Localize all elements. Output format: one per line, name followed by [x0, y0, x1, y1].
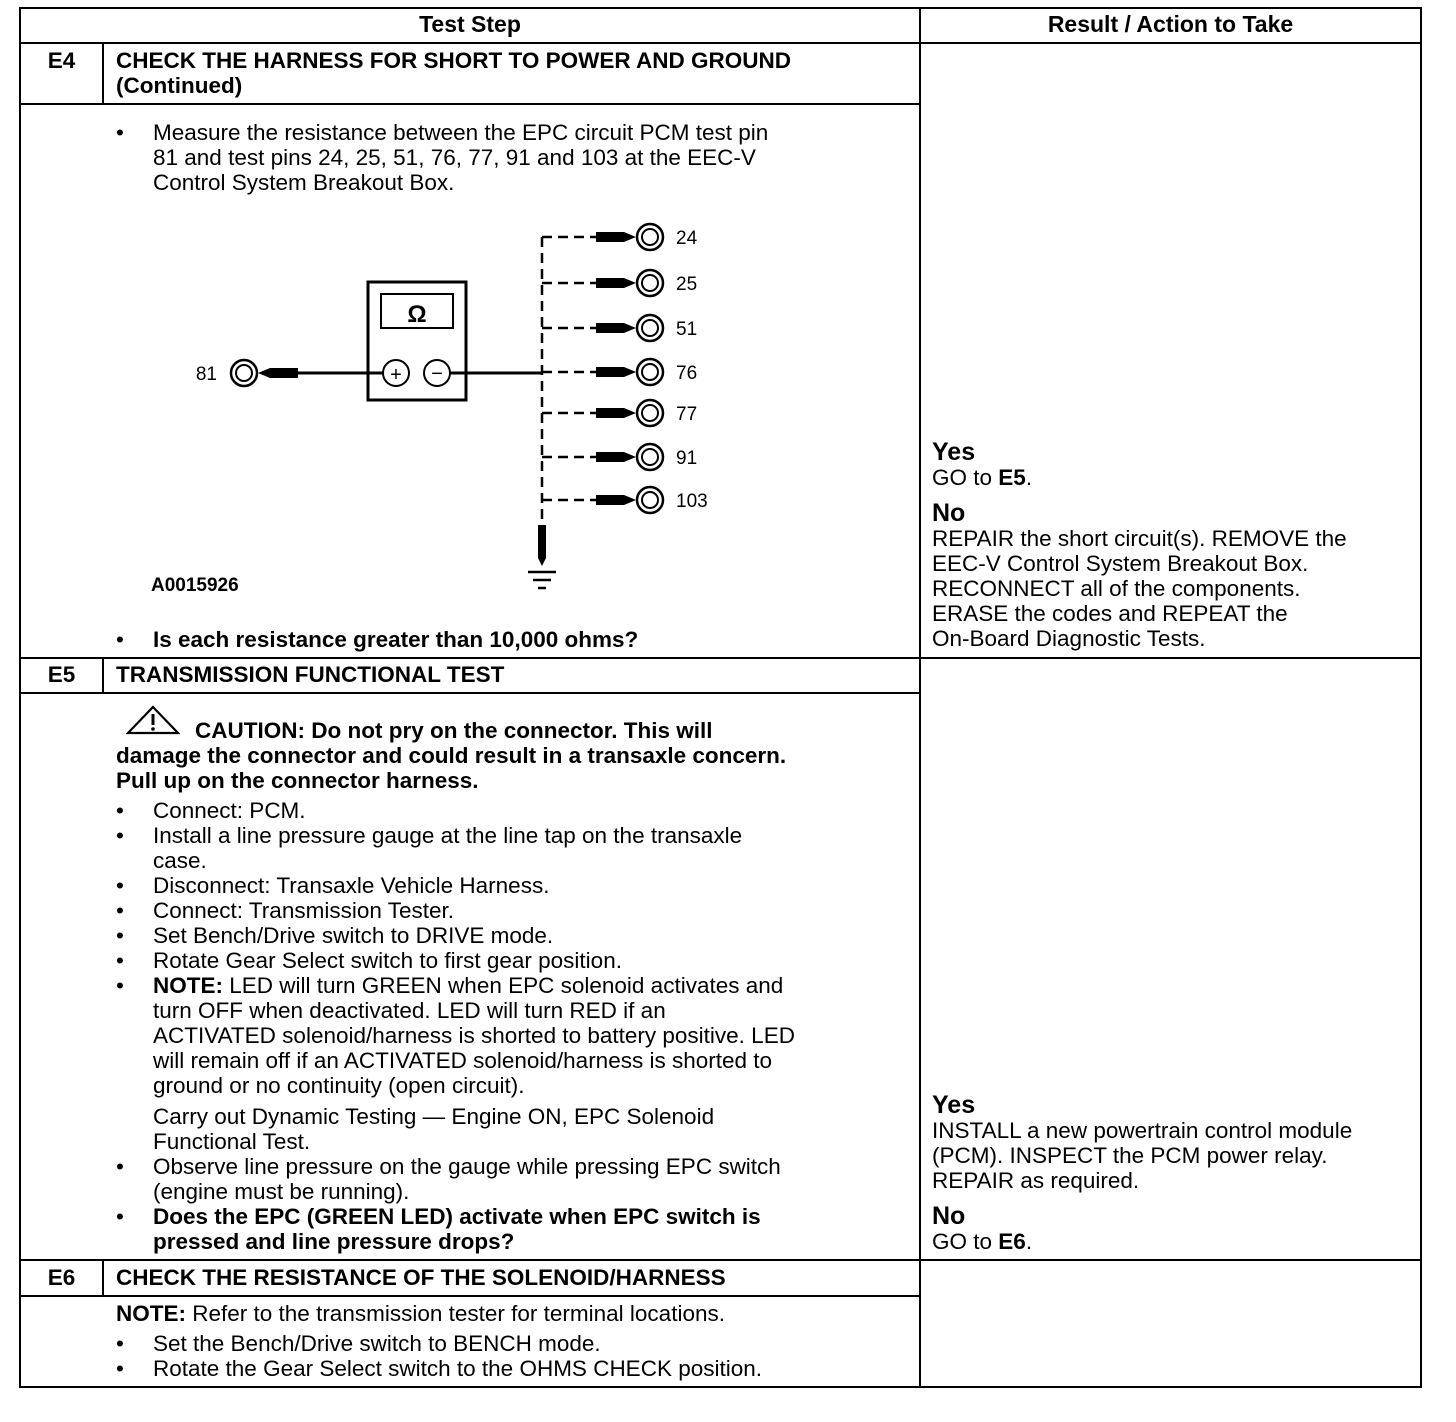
pin-103 — [542, 487, 708, 513]
ground-probe — [538, 525, 546, 566]
step-title-e5: TRANSMISSION FUNCTIONAL TEST — [116, 662, 505, 687]
e5-bullet: Install a line pressure gauge at the line tap on the transaxle — [153, 823, 743, 848]
bullet-marker: • — [116, 823, 124, 848]
e6-bullet: Set the Bench/Drive switch to BENCH mode. — [153, 1331, 601, 1356]
minus-symbol: − — [431, 363, 443, 385]
e6-bullet: Rotate the Gear Select switch to the OHMS CHECK position. — [153, 1356, 763, 1381]
e4-yes-prefix: GO to — [932, 465, 999, 490]
e4-no-label: No — [932, 499, 966, 527]
pin-jack-inner — [642, 229, 658, 245]
e4-yes-suffix: . — [1025, 465, 1033, 490]
step-id-e5: E5 — [47, 662, 76, 687]
warning-triangle-icon — [126, 705, 180, 735]
pin-label: 103 — [676, 491, 708, 512]
table-border-right — [1420, 7, 1422, 1388]
pin-jack-outer — [637, 444, 663, 470]
step-title-e6: CHECK THE RESISTANCE OF THE SOLENOID/HARNESS — [116, 1265, 726, 1290]
pin-label-81: 81 — [195, 364, 217, 385]
e4-no-line: On-Board Diagnostic Tests. — [932, 626, 1206, 651]
id-divider-e6 — [102, 1259, 104, 1295]
pin-label: 51 — [676, 319, 698, 340]
header-result-action: Result / Action to Take — [1047, 11, 1294, 37]
bullet-marker: • — [116, 948, 124, 973]
bullet-marker: • — [116, 627, 124, 652]
e6-note-line — [116, 1301, 725, 1326]
e5-yes-line: (PCM). INSPECT the PCM power relay. — [932, 1143, 1328, 1168]
pin-76 — [542, 359, 697, 385]
pin-jack-outer — [637, 359, 663, 385]
e5-note-label: NOTE: — [153, 973, 223, 998]
e5-no-target: E6 — [998, 1229, 1026, 1254]
e5-no-action — [932, 1229, 1032, 1254]
e4-no-line: RECONNECT all of the components. — [932, 576, 1301, 601]
title-underline-e5 — [19, 692, 921, 694]
e5-yes-label: Yes — [932, 1091, 976, 1119]
e5-question-line: pressed and line pressure drops? — [153, 1229, 515, 1254]
step-id-e6: E6 — [47, 1265, 76, 1290]
bullet-marker: • — [116, 120, 124, 145]
pin-25 — [542, 270, 697, 296]
e5-note-text: LED will turn GREEN when EPC solenoid activates and — [223, 973, 784, 998]
id-divider-e5 — [102, 657, 104, 693]
pin-probe — [596, 452, 636, 462]
e4-question: Is each resistance greater than 10,000 ohms? — [153, 627, 639, 652]
e5-bullet-cont: case. — [153, 848, 207, 873]
pin-jack-inner — [642, 364, 658, 380]
ohmmeter-diagram — [0, 0, 920, 657]
pin-label: 24 — [676, 228, 698, 249]
target-pins — [542, 224, 708, 513]
e5-note-line: ground or no continuity (open circuit). — [153, 1073, 525, 1098]
pin-jack-inner — [642, 492, 658, 508]
e5-no-prefix: GO to — [932, 1229, 999, 1254]
pin-81-inner — [236, 365, 252, 381]
pin-81-outer — [231, 360, 257, 386]
bullet-marker: • — [116, 973, 124, 998]
e5-bullet: Connect: PCM. — [153, 798, 306, 823]
pin-jack-inner — [642, 449, 658, 465]
bullet-marker: • — [116, 1331, 124, 1356]
pin-label: 77 — [676, 404, 698, 425]
e4-yes-target: E5 — [998, 465, 1026, 490]
bullet-marker: • — [116, 898, 124, 923]
pin-jack-outer — [637, 487, 663, 513]
row-divider-e6 — [19, 1259, 1422, 1261]
ohm-symbol: Ω — [407, 301, 427, 328]
e4-instruction-line: Measure the resistance between the EPC circuit PCM test pin — [153, 120, 769, 145]
e5-observe-line: (engine must be running). — [153, 1179, 410, 1204]
e4-instruction-line: Control System Breakout Box. — [153, 170, 455, 195]
e5-yes-line: INSTALL a new powertrain control module — [932, 1118, 1353, 1143]
pin-jack-outer — [637, 270, 663, 296]
probe-81 — [258, 368, 298, 378]
figure-id: A0015926 — [151, 575, 239, 596]
bullet-marker: • — [116, 1154, 124, 1179]
step-title-e4-cont: (Continued) — [116, 73, 243, 98]
pin-51 — [542, 315, 697, 341]
e5-bullet: Connect: Transmission Tester. — [153, 898, 454, 923]
pin-24 — [542, 224, 698, 250]
pin-label: 25 — [676, 274, 698, 295]
table-border-bottom — [19, 1386, 1422, 1388]
bullet-marker: • — [116, 798, 124, 823]
pin-jack-outer — [637, 400, 663, 426]
pin-label: 76 — [676, 363, 698, 384]
pin-probe — [596, 367, 636, 377]
e5-note-line: will remain off if an ACTIVATED solenoid/harness is shorted to — [153, 1048, 773, 1073]
e5-dynamic-line: Carry out Dynamic Testing — Engine ON, EPC Solenoid — [153, 1104, 715, 1129]
pin-jack-inner — [642, 405, 658, 421]
bullet-marker: • — [116, 1356, 124, 1381]
e4-no-line: ERASE the codes and REPEAT the — [932, 601, 1288, 626]
pin-91 — [542, 444, 697, 470]
e5-note-line: turn OFF when deactivated. LED will turn RED if an — [153, 998, 666, 1023]
pin-probe — [596, 495, 636, 505]
e4-no-line: REPAIR the short circuit(s). REMOVE the — [932, 526, 1347, 551]
e5-note-line: ACTIVATED solenoid/harness is shorted to battery positive. LED — [153, 1023, 795, 1048]
e5-yes-line: REPAIR as required. — [932, 1168, 1140, 1193]
e5-no-label: No — [932, 1202, 966, 1230]
plus-symbol: + — [390, 364, 402, 386]
pin-77 — [542, 400, 697, 426]
pin-probe — [596, 232, 636, 242]
e5-caution-line: damage the connector and could result in a transaxle concern. — [116, 743, 787, 768]
e4-yes-action — [932, 465, 1032, 490]
e5-bullet: Rotate Gear Select switch to first gear position. — [153, 948, 622, 973]
e5-observe-line: Observe line pressure on the gauge while pressing EPC switch — [153, 1154, 781, 1179]
e5-bullet: Set Bench/Drive switch to DRIVE mode. — [153, 923, 554, 948]
pin-jack-inner — [642, 320, 658, 336]
e5-dynamic-line: Functional Test. — [153, 1129, 311, 1154]
title-underline-e6 — [19, 1295, 921, 1297]
pin-jack-outer — [637, 224, 663, 250]
pin-probe — [596, 278, 636, 288]
pin-probe — [596, 323, 636, 333]
e4-yes-label: Yes — [932, 438, 976, 466]
pin-probe — [596, 408, 636, 418]
e4-no-line: EEC-V Control System Breakout Box. — [932, 551, 1309, 576]
step-id-e4: E4 — [47, 48, 76, 73]
bullet-marker: • — [116, 923, 124, 948]
pin-label: 91 — [676, 448, 698, 469]
pin-jack-inner — [642, 275, 658, 291]
header-test-step: Test Step — [419, 11, 521, 37]
e4-instruction-line: 81 and test pins 24, 25, 51, 76, 77, 91 and 103 at the EEC-V — [153, 145, 756, 170]
e6-note-text: Refer to the transmission tester for terminal locations. — [186, 1301, 725, 1326]
e5-question-line: Does the EPC (GREEN LED) activate when EPC switch is — [153, 1204, 761, 1229]
e5-no-suffix: . — [1025, 1229, 1033, 1254]
ohmmeter-body — [368, 282, 466, 400]
e5-bullet: Disconnect: Transaxle Vehicle Harness. — [153, 873, 550, 898]
step-title-e4: CHECK THE HARNESS FOR SHORT TO POWER AND GROUND — [116, 48, 792, 73]
e6-note-label: NOTE: — [116, 1301, 186, 1326]
bullet-marker: • — [116, 1204, 124, 1229]
e5-caution-line: Pull up on the connector harness. — [116, 768, 479, 793]
pin-jack-outer — [637, 315, 663, 341]
e5-note-line — [153, 973, 783, 998]
bullet-marker: • — [116, 873, 124, 898]
row-divider-e5 — [19, 657, 1422, 659]
e5-caution-line: CAUTION: Do not pry on the connector. This will — [195, 718, 713, 743]
